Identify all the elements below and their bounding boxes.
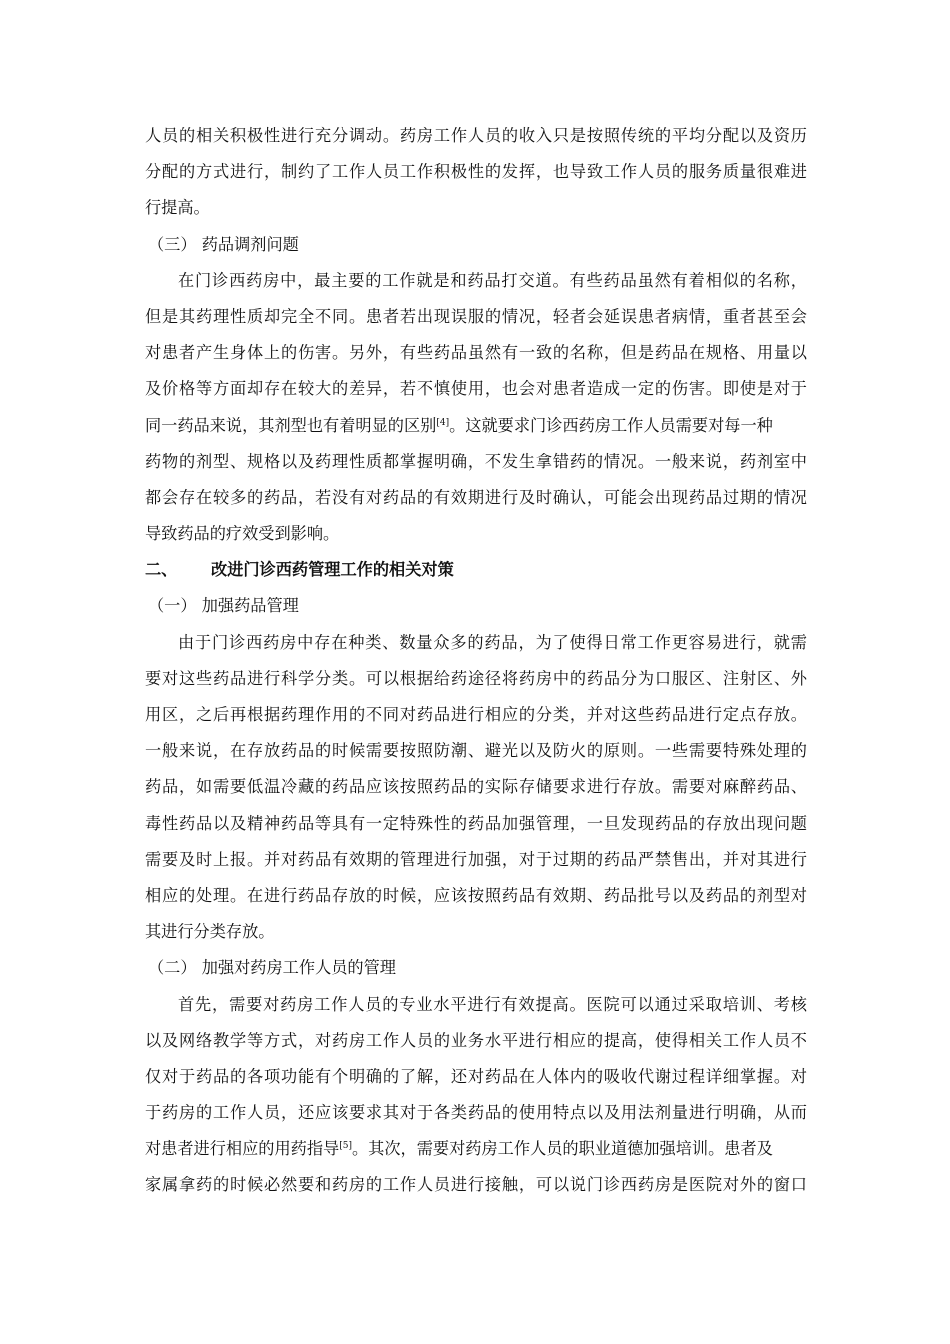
chapter-title: 改进门诊西药管理工作的相关对策 <box>211 560 454 580</box>
text-line: 要对这些药品进行科学分类。可以根据给药途径将药房中的药品分为口服区、注射区、外 <box>145 668 807 688</box>
text-line: 由于门诊西药房中存在种类、数量众多的药品，为了使得日常工作更容易进行，就需 <box>178 632 807 652</box>
text-line: 首先，需要对药房工作人员的专业水平进行有效提高。医院可以通过采取培训、考核 <box>178 994 807 1014</box>
text-line: 毒性药品以及精神药品等具有一定特殊性的药品加强管理，一旦发现药品的存放出现问题 <box>145 813 807 833</box>
text-line: 其进行分类存放。 <box>145 922 275 942</box>
text-line: 于药房的工作人员，还应该要求其对于各类药品的使用特点以及用法剂量进行明确，从而 <box>145 1103 807 1123</box>
text-line: 用区，之后再根据药理作用的不同对药品进行相应的分类，并对这些药品进行定点存放。 <box>145 705 807 724</box>
text-line: 对患者产生身体上的伤害。另外，有些药品虽然有一致的名称，但是药品在规格、用量以 <box>145 343 807 363</box>
chapter-heading <box>145 552 807 588</box>
text-line: 需要及时上报。并对药品有效期的管理进行加强，对于过期的药品严禁售出，并对其进行 <box>145 849 807 869</box>
text-line: 药物的剂型、规格以及药理性质都掌握明确，不发生拿错药的情况。一般来说，药剂室中 <box>145 451 807 471</box>
section-heading-dispensing: （三） 药品调剂问题 <box>148 234 299 254</box>
text-line: 导致药品的疗效受到影响。 <box>145 524 340 544</box>
text-segment: 对患者进行相应的用药指导 <box>145 1139 340 1159</box>
text-line: 在门诊西药房中，最主要的工作就是和药品打交道。有些药品虽然有着相似的名称， <box>178 270 807 290</box>
text-line: 行提高。 <box>145 198 210 218</box>
paragraph-incentive <box>145 118 807 227</box>
text-line: 家属拿药的时候必然要和药房的工作人员进行接触，可以说门诊西药房是医院对外的窗口 <box>145 1175 807 1195</box>
text-line: 人员的相关积极性进行充分调动。药房工作人员的收入只是按照传统的平均分配以及资历 <box>145 126 807 145</box>
text-line: 相应的处理。在进行药品存放的时候，应该按照药品有效期、药品批号以及药品的剂型对 <box>145 885 807 905</box>
paragraph-dispensing <box>145 263 807 553</box>
text-line: 分配的方式进行，制约了工作人员工作积极性的发挥，也导致工作人员的服务质量很难进 <box>145 162 807 182</box>
text-segment: 同一药品来说，其剂型也有着明显的区别 <box>145 415 437 435</box>
citation-ref: [5] <box>339 1141 352 1152</box>
paragraph-staff-management <box>145 987 807 1204</box>
text-line: 仅对于药品的各项功能有个明确的了解，还对药品在人体内的吸收代谢过程详细掌握。对 <box>145 1066 807 1086</box>
text-segment: 。其次，需要对药房工作人员的职业道德加强培训。患者及 <box>352 1139 773 1159</box>
text-line: 药品，如需要低温冷藏的药品应该按照药品的实际存储要求进行存放。需要对麻醉药品、 <box>145 777 807 797</box>
text-line: 及价格等方面却存在较大的差异，若不慎使用，也会对患者造成一定的伤害。即使是对于 <box>145 379 807 399</box>
section-heading-drug-management: （一） 加强药品管理 <box>148 596 299 616</box>
text-line-with-citation <box>145 1131 807 1167</box>
text-segment: 。这就要求门诊西药房工作人员需要对每一种 <box>449 415 773 435</box>
text-line: 但是其药理性质却完全不同。患者若出现误服的情况，轻者会延误患者病情，重者甚至会 <box>145 306 807 326</box>
citation-ref: [4] <box>436 417 450 428</box>
document-body <box>145 118 807 1204</box>
text-line: 都会存在较多的药品，若没有对药品的有效期进行及时确认，可能会出现药品过期的情况 <box>145 487 807 507</box>
text-line: 以及网络教学等方式，对药房工作人员的业务水平进行相应的提高，使得相关工作人员不 <box>145 1030 807 1050</box>
text-line: 一般来说，在存放药品的时候需要按照防潮、避光以及防火的原则。一些需要特殊处理的 <box>145 741 807 761</box>
paragraph-drug-management <box>145 625 807 951</box>
chapter-number: 二、 <box>145 560 178 580</box>
text-line-with-citation <box>145 408 807 444</box>
section-heading-staff-management: （二） 加强对药房工作人员的管理 <box>148 958 396 978</box>
